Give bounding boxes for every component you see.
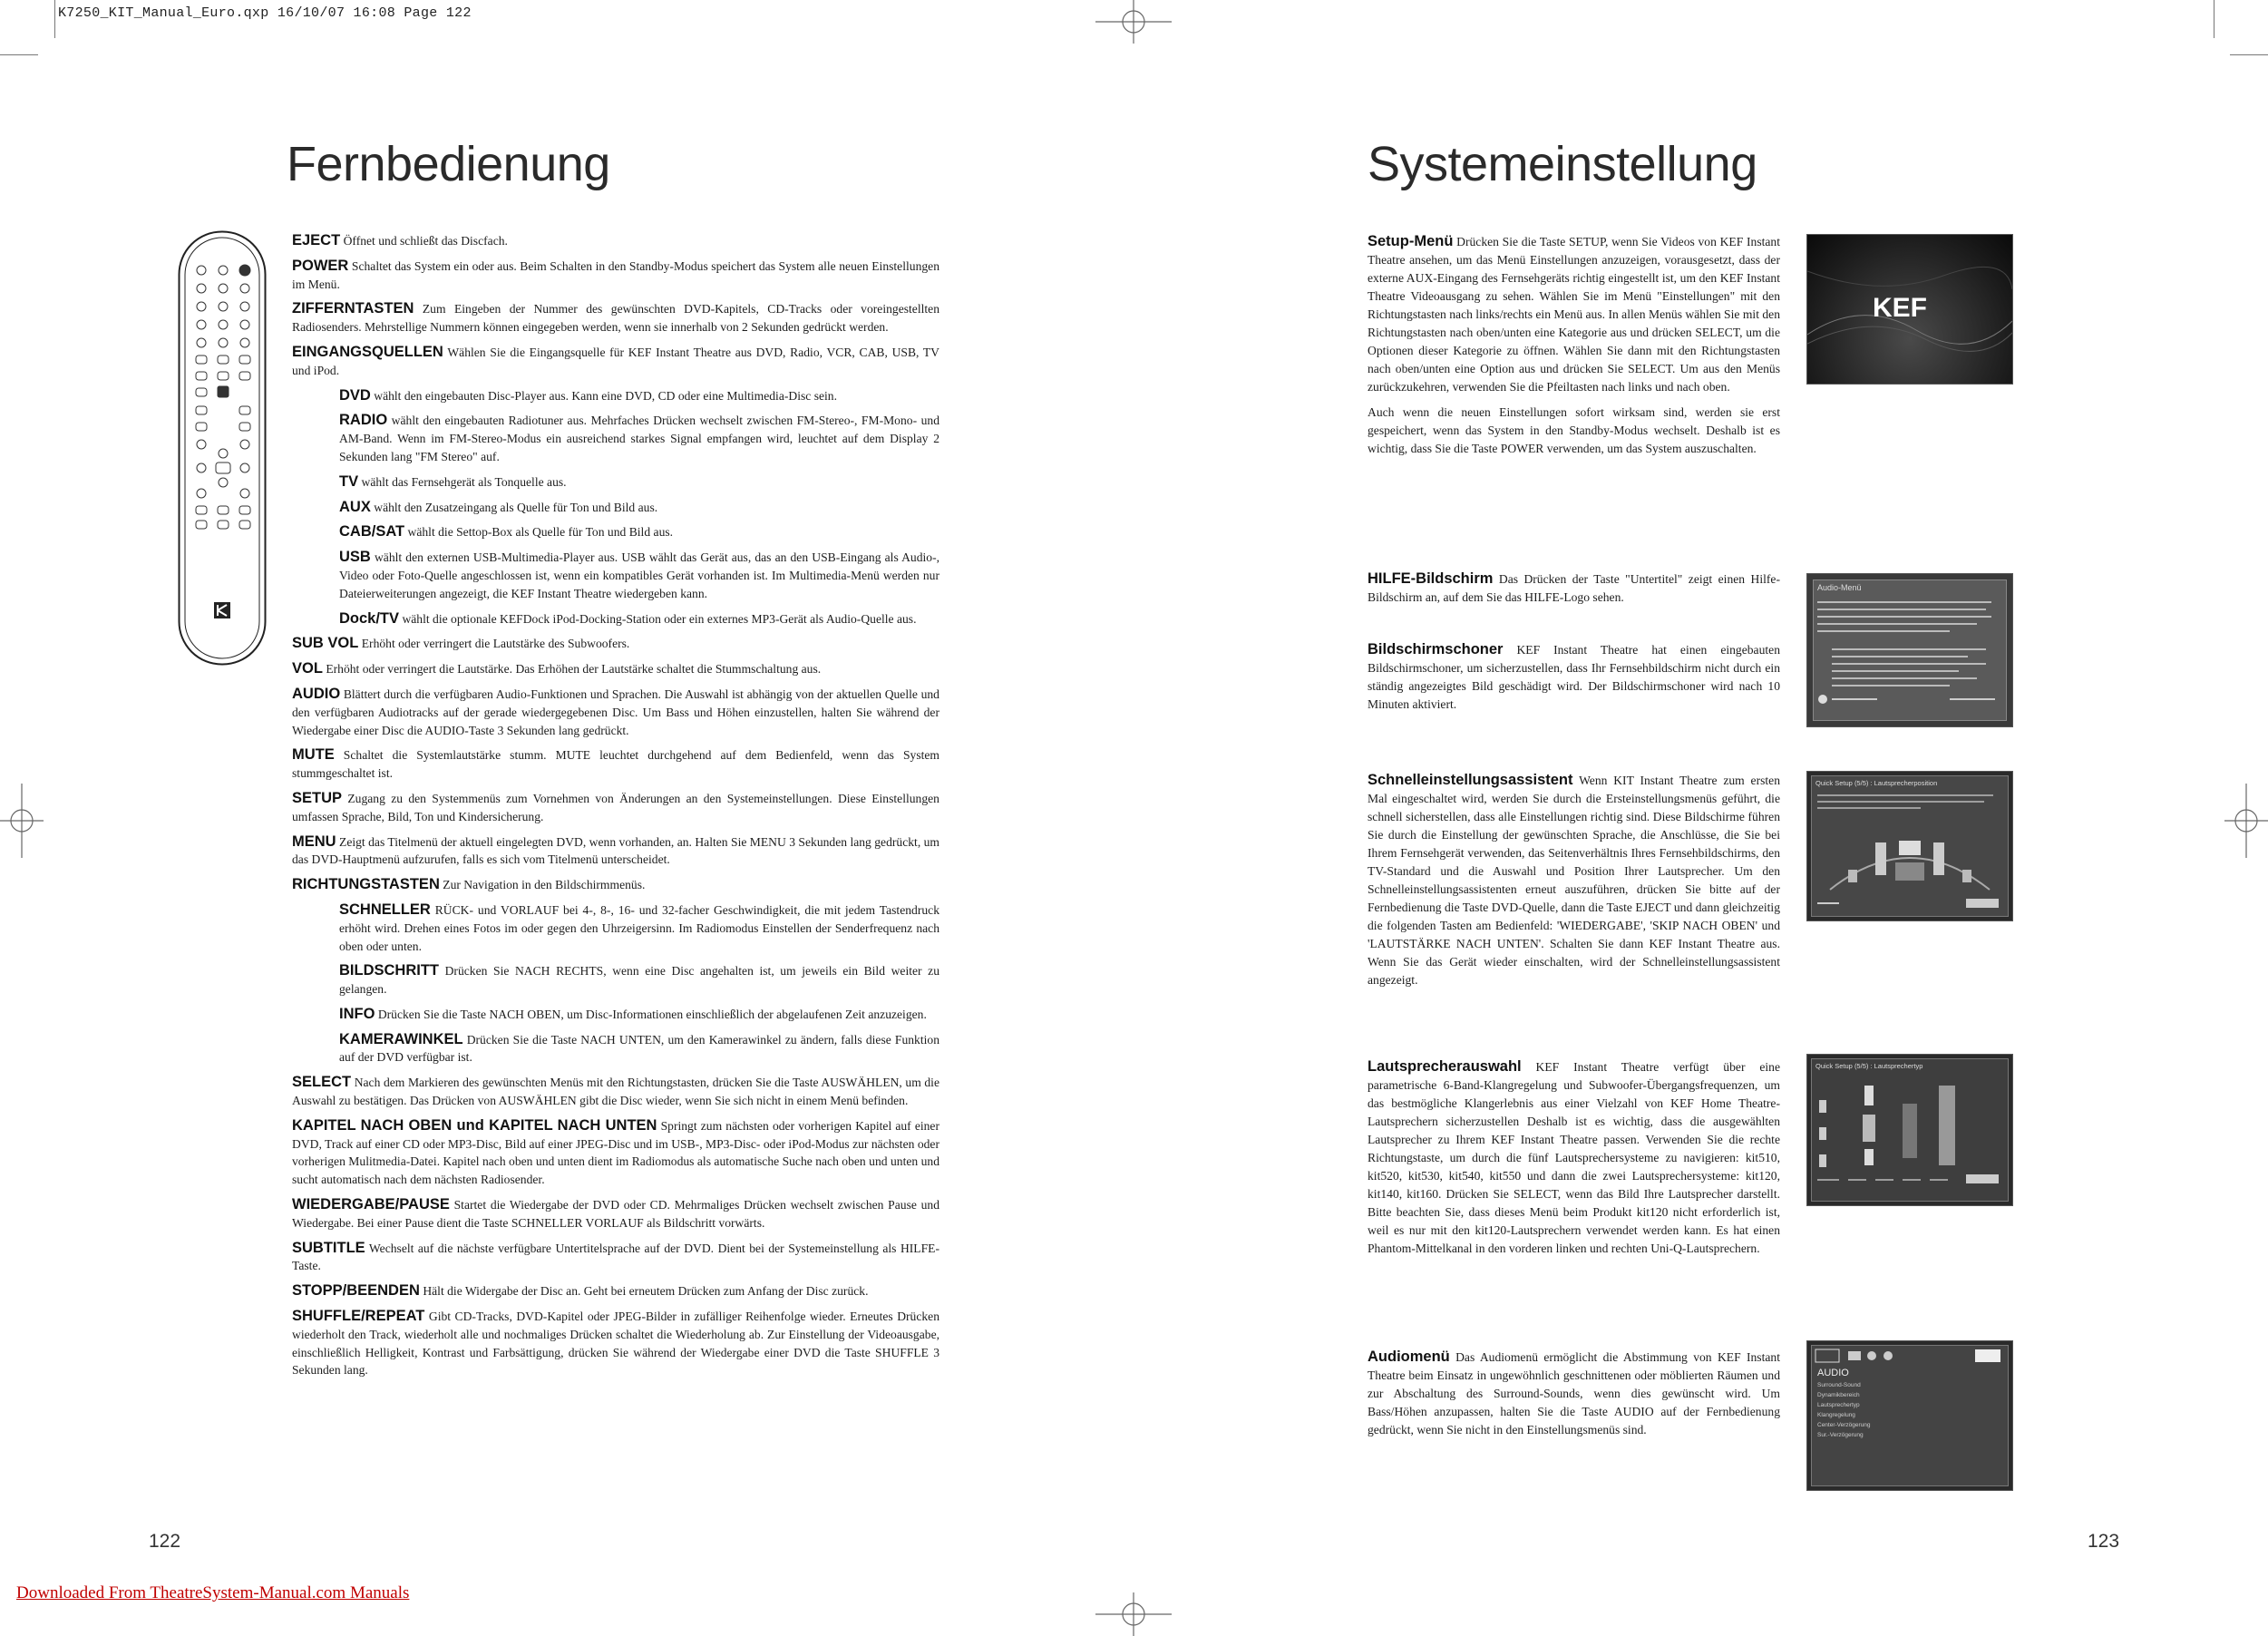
entry-cab-sat: CAB/SAT wählt die Settop-Box als Quelle für Ton und Bild aus. <box>339 523 674 540</box>
entry-bildschritt: BILDSCHRITT Drücken Sie NACH RECHTS, wenn eine Disc angehalten ist, um jeweils ein Bild weiter zu gelangen. <box>339 962 939 997</box>
entry-shuffle-repeat: SHUFFLE/REPEAT Gibt CD-Tracks, DVD-Kapitel oder JPEG-Bilder in zufälliger Reihenfolge wieder. Erneutes Drücken wiederholt den Track, wiederholt alle und nochmaliges Drücken schaltet die Wiederholung ab. Zur Einstellung der Videoausgabe, einschließlich Helligkeit, Kontrast und Farbsättigung, drücken Sie während der Wiedergabe einer DVD die Taste SHUFFLE 3 Sekunden lang. <box>292 1308 939 1378</box>
entry-usb: USB wählt den externen USB-Multimedia-Player aus. USB wählt das Gerät aus, das an den USB-Eingang als Audio-, Video oder Foto-Quelle angeschlossen ist, wenn ein kompatibles Gerät vorhanden ist. Im Multimedia-Menü werden nur Dateierweiterungen angezeigt, die KEF Instant Theatre wiedergeben kann. <box>339 549 940 600</box>
kef-logo: KEF <box>1873 293 1927 323</box>
audio-row: Dynamikbereich <box>1817 1392 1860 1398</box>
entry-richtungstasten: RICHTUNGSTASTEN Zur Navigation in den Bildschirmmenüs. <box>292 876 646 893</box>
audio-row: Klangregelung <box>1817 1412 1855 1418</box>
entry-zifferntasten: ZIFFERNTASTEN Zum Eingeben der Nummer des gewünschten DVD-Kapitels, CD-Tracks oder voreingestellten Radiosenders. Mehrstellige Nummern können eingegeben werden, wenn sie innerhalb von 2 Sekunden gedrückt werden. <box>292 300 939 335</box>
audio-row: Surround-Sound <box>1817 1382 1861 1388</box>
kef-logo-screen-image <box>1806 234 2013 385</box>
print-slug: K7250_KIT_Manual_Euro.qxp 16/10/07 16:08 Page 122 <box>58 5 472 21</box>
page-number-left: 122 <box>149 1531 181 1552</box>
entry-power: POWER Schaltet das System ein oder aus. Beim Schalten in den Standby-Modus speichert das System alle neuen Einstellungen im Menü. <box>292 257 939 291</box>
entry-kapitel: KAPITEL NACH OBEN und KAPITEL NACH UNTEN Springt zum nächsten oder vorherigen Kapitel auf einer DVD, Track auf einer CD oder MP3-Disc, Bild auf einer JPEG-Disc und im USB-, MP3-Disc- oder iPod-Modus zur nächsten oder vorherigen Mulitmedia-Datei. Kapitel nach oben und unten dient im Radiomodus als automatische Suche nach oben und unten und sucht automatisch nach dem nächsten Radiosender. <box>292 1116 939 1187</box>
entry-aux: AUX wählt den Zusatzeingang als Quelle für Ton und Bild aus. <box>339 498 658 515</box>
crop-mark <box>2230 54 2268 55</box>
entry-sub-vol: SUB VOL Erhöht oder verringert die Lautstärke des Subwoofers. <box>292 635 630 652</box>
page-title-right: Systemeinstellung <box>1368 137 1757 191</box>
entry-setup: SETUP Zugang zu den Systemmenüs zum Vornehmen von Änderungen an den Systemeinstellungen. Diese Einstellungen umfassen Sprache, Bild, Ton und Kindersicherung. <box>292 789 939 823</box>
section-help-screen: HILFE-Bildschirm Das Drücken der Taste "Untertitel" zeigt einen Hilfe-Bildschirm an, auf dem Sie das HILFE-Logo sehen. <box>1368 570 1780 604</box>
remote-control-illustration <box>178 230 267 666</box>
section-speaker-selection: Lautsprecherauswahl KEF Instant Theatre verfügt über eine parametrische 6-Band-Klangregelung und Subwoofer-Übergangsfrequenzen, um das bestmögliche Klangerlebnis aus einer Vielzahl von KEF Home Theatre-Lautsprechern sicherzustellen Deshalb ist es wichtig, dass die ausgewählten Lautsprecher zu Ihrem KEF Instant Theatre passen. Verwenden Sie die rechte Richtungstaste, um durch die fünf Lautsprechersysteme zu navigieren: kit510, kit520, kit530, kit540, kit550 und dann die zwei Lautsprechersysteme: kit120, kit140, kit160. Drücken Sie SELECT, wenn das Bild Ihre Lautsprecher darstellt. Bitte beachten Sie, dass dieses Menü beim Produkt kit120 nicht erforderlich ist, weil es nur mit den kit120-Lautsprechern verwendet werden kann. Es hat einen Phantom-Mittelkanal in den vorderen linken und rechten Uni-Q-Lautsprechern. <box>1368 1058 1781 1255</box>
registration-mark-left <box>0 780 45 862</box>
entry-info: INFO Drücken Sie die Taste NACH OBEN, um Disc-Informationen einschließlich der abgelaufenen Zeit anzuzeigen. <box>339 1005 927 1022</box>
entry-eingangsquellen: EINGANGSQUELLEN Wählen Sie die Eingangsquelle für KEF Instant Theatre aus DVD, Radio, VCR, CAB, USB, TV und iPod. <box>292 343 939 377</box>
entry-select: SELECT Nach dem Markieren des gewünschten Menüs mit den Richtungstasten, drücken Sie die Taste AUSWÄHLEN, um die Auswahl zu bestätigen. Das Drücken von AUSWÄHLEN gibt die Disc wieder, wenn Sie sich nicht in einem Menü befinden. <box>292 1074 939 1108</box>
entry-menu: MENU Zeigt das Titelmenü der aktuell eingelegten DVD, wenn vorhanden, an. Halten Sie MENU 3 Sekunden lang gedrückt, um das DVD-Hauptmenü aufzurufen, falls es sich vom Titelmenü unterscheidet. <box>292 833 939 867</box>
speaker-setup-screen-image <box>1806 1054 2013 1206</box>
page-number-right: 123 <box>2088 1531 2120 1552</box>
crop-mark <box>54 0 55 38</box>
entry-wiedergabe-pause: WIEDERGABE/PAUSE Startet die Wiedergabe der DVD oder CD. Mehrmaliges Drücken wechselt zwischen Pause und Wiedergabe. Bei einer Pause dient die Taste SCHNELLER VORLAUF als Bildschritt vorwärts. <box>292 1196 939 1230</box>
entry-subtitle: SUBTITLE Wechselt auf die nächste verfügbare Untertitelsprache auf der DVD. Dient bei der Systemeinstellung als HILFE-Taste. <box>292 1239 939 1273</box>
audio-row: Sur.-Verzögerung <box>1817 1432 1864 1438</box>
quick-setup-title: Quick Setup (5/5) : Lautsprecherposition <box>1815 779 1938 787</box>
audio-row: Center-Verzögerung <box>1817 1422 1871 1428</box>
entry-vol: VOL Erhöht oder verringert die Lautstärke. Das Erhöhen der Lautstärke schaltet die Stummschaltung aus. <box>292 660 822 677</box>
download-source-link[interactable]: Downloaded From TheatreSystem-Manual.com Manuals <box>16 1583 410 1602</box>
help-screen-title: Audio-Menü <box>1817 583 1862 592</box>
crop-mark <box>0 54 38 55</box>
entry-mute: MUTE Schaltet die Systemlautstärke stumm. MUTE leuchtet durchgehend auf dem Bedienfeld, wenn das System stummgeschaltet ist. <box>292 746 939 781</box>
section-setup-menu: Setup-Menü Drücken Sie die Taste SETUP, wenn Sie Videos von KEF Instant Theatre ansehen, um das Menü Einstellungen anzuzeigen, vorausgesetzt, dass der externe AUX-Eingang des Fernsehgeräts richtig eingestellt ist, um den KEF Instant Theatre Videoausgang zu sehen. Wählen Sie im Menü "Einstellungen" mit den Richtungstasten nach links/rechts ein Menü aus. In allen Menüs wählen Sie mit den Richtungstasten nach oben/unten eine Kategorie aus und drücken SELECT, um die Optionen dieser Kategorie zu öffnen. Wählen Sie dann mit den Richtungstasten nach oben/unten eine Option aus und drücken Sie SELECT. Um aus den Menüs zurückzukehren, verwenden Sie die Pfeiltasten nach links und nach oben. Auch wenn die neuen Einstellungen sofort wirksam sind, werden sie erst gespeichert, wenn das System in den Standby-Modus wechselt. Deshalb ist es wichtig, dass Sie die Taste POWER verwenden, um das System auszuschalten. <box>1368 233 1780 455</box>
entry-schneller: SCHNELLER RÜCK- und VORLAUF bei 4-, 8-, 16- und 32-facher Geschwindigkeit, die mit jedem Tastendruck erhöht wird. Drehen eines Fotos im oder gegen den Uhrzeigersinn. Im Radiomodus Einstellen der Senderfrequenz nach oben oder unten. <box>339 901 939 953</box>
entry-radio: RADIO wählt den eingebauten Radiotuner aus. Mehrfaches Drücken wechselt zwischen FM-Stereo-, FM-Mono- und AM-Band. Wenn im FM-Stereo-Modus ein ausreichend starkes Signal empfangen wird, leuchtet auf dem Display 2 Sekunden lang "FM Stereo" auf. <box>339 412 939 463</box>
entry-audio: AUDIO Blättert durch die verfügbaren Audio-Funktionen und Sprachen. Die Auswahl ist abhängig von der aktuellen Quelle und den verfügbaren Audiotracks auf der gerade wiedergegebenen Disc. Um Bass und Höhen einzustellen, halten Sie während der Wiedergabe einer Disc die AUDIO-Taste 3 Sekunden lang gedrückt. <box>292 685 939 737</box>
audio-menu-screen-image <box>1806 1340 2013 1491</box>
entry-tv: TV wählt das Fernsehgerät als Tonquelle aus. <box>339 472 567 490</box>
audio-row: Lautsprechertyp <box>1817 1402 1860 1408</box>
remote-function-list <box>292 232 939 1387</box>
entry-kamerawinkel: KAMERAWINKEL Drücken Sie die Taste NACH UNTEN, um den Kamerawinkel zu ändern, falls diese Funktion auf der DVD verfügbar ist. <box>339 1030 939 1065</box>
entry-dock-tv: Dock/TV wählt die optionale KEFDock iPod-Docking-Station oder ein externes MP3-Gerät als Audio-Quelle aus. <box>339 609 917 627</box>
page-title-left: Fernbedienung <box>287 137 610 191</box>
section-quick-setup: Schnelleinstellungsassistent Wenn KIT Instant Theatre zum ersten Mal eingeschaltet wird, werden Sie durch die Ersteinstellungsmenüs geführt, die schnell sicherstellen, dass alle Einstellungen richtig sind. Diese Bildschirme führen Sie durch die Einstellung der gewünschten Sprache, die Anschlüsse, die Sie bei Ihrem Fernsehgerät verwenden, das Seitenverhältnis Ihres Fernsehbildschirms, den TV-Standard und die Auswahl und Position Ihrer Lautsprecher. Um den Schnelleinstellungsassistenten erneut auszuführen, drücken Sie bitte auf der Fernbedienung die Taste DVD-Quelle, dann die Taste EJECT und dann gleichzeitig die folgenden Tasten am Bedienfeld: 'WIEDERGABE', 'SKIP NACH OBEN' und 'LAUTSTÄRKE NACH UNTEN'. Schalten Sie dann KEF Instant Theatre aus. Wenn Sie das Gerät wieder einschalten, wird der Schnelleinstellungsassistent angezeigt. <box>1368 772 1780 987</box>
registration-mark-bottom <box>1088 1591 1179 1636</box>
entry-dvd: DVD wählt den eingebauten Disc-Player aus. Kann eine DVD, CD oder eine Multimedia-Disc sein. <box>339 386 838 404</box>
registration-mark-top <box>1088 0 1179 45</box>
speaker-setup-title: Quick Setup (5/5) : Lautsprechertyp <box>1815 1062 1923 1070</box>
section-screensaver: Bildschirmschoner KEF Instant Theatre hat einen eingebauten Bildschirmschoner, um sicherzustellen, dass Ihr Fernsehbildschirm nicht durch ein ständig angezeigtes Bild geschädigt wird. Der Bildschirmschoner wird nach 10 Minuten aktiviert. <box>1368 641 1780 711</box>
registration-mark-right <box>2223 780 2268 862</box>
help-screen-image <box>1806 573 2013 727</box>
audio-menu-title: AUDIO <box>1817 1368 1849 1378</box>
entry-eject: EJECT Öffnet und schließt das Discfach. <box>292 232 508 248</box>
quick-setup-screen-image <box>1806 771 2013 921</box>
section-audio-menu: Audiomenü Das Audiomenü ermöglicht die Abstimmung von KEF Instant Theatre beim Einsatz in ungewöhnlich geschnittenen oder möblierten Räumen und zur Abschaltung des Surround-Sounds, wenn dies gewünscht wird. Um Bass/Höhen anzupassen, halten Sie die Taste AUDIO auf der Fernbedienung gedrückt, wenn Sie nicht in den Einstellungsmenüs sind. <box>1368 1349 1780 1436</box>
entry-stopp-beenden: STOPP/BEENDEN Hält die Widergabe der Disc an. Geht bei erneutem Drücken zum Anfang der Disc zurück. <box>292 1282 869 1300</box>
